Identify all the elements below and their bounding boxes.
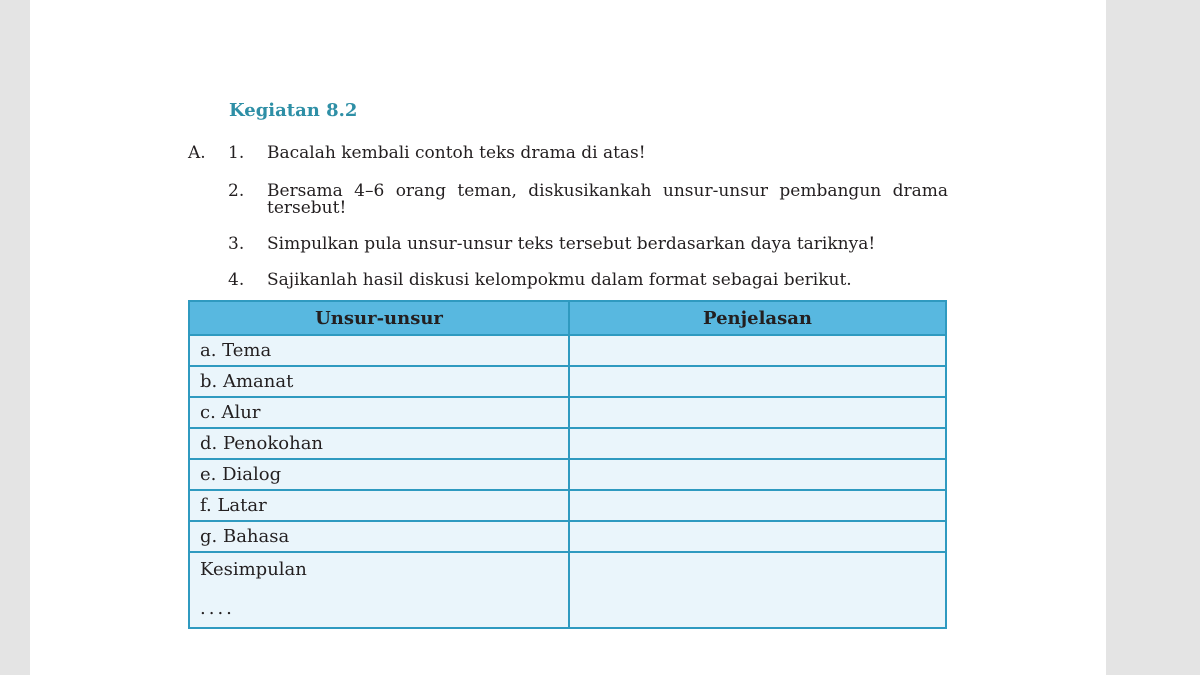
column-header-elements: Unsur-unsur: [189, 301, 569, 335]
conclusion-placeholder: ....: [200, 598, 235, 619]
explanation-cell: [569, 428, 946, 459]
explanation-cell: [569, 366, 946, 397]
element-cell: a. Tema: [189, 335, 569, 366]
conclusion-label: Kesimpulan: [200, 559, 307, 580]
explanation-cell: [569, 335, 946, 366]
table-header-row: [189, 301, 946, 335]
item-text: Simpulkan pula unsur-unsur teks tersebut berdasarkan daya tariknya!: [267, 234, 876, 254]
conclusion-cell: [189, 552, 569, 628]
section-letter: A.: [188, 143, 206, 163]
element-cell: f. Latar: [189, 490, 569, 521]
conclusion-row: [189, 552, 946, 628]
item-number: 3.: [228, 234, 245, 254]
element-cell: d. Penokohan: [189, 428, 569, 459]
table-row: [189, 459, 946, 490]
column-header-explanation: Penjelasan: [569, 301, 946, 335]
element-cell: g. Bahasa: [189, 521, 569, 552]
element-cell: e. Dialog: [189, 459, 569, 490]
document-page: [30, 0, 1106, 675]
explanation-cell: [569, 459, 946, 490]
table-row: [189, 366, 946, 397]
activity-heading: Kegiatan 8.2: [229, 100, 358, 121]
item-number: 1.: [228, 143, 245, 163]
discussion-table: [188, 300, 947, 629]
table-row: [189, 428, 946, 459]
item-text: Sajikanlah hasil diskusi kelompokmu dalam format sebagai berikut.: [267, 270, 852, 290]
item-text: Bacalah kembali contoh teks drama di atas!: [267, 143, 646, 163]
table-row: [189, 397, 946, 428]
element-cell: b. Amanat: [189, 366, 569, 397]
explanation-cell: [569, 521, 946, 552]
item-number: 4.: [228, 270, 245, 290]
table-row: [189, 490, 946, 521]
table-row: [189, 521, 946, 552]
table-row: [189, 335, 946, 366]
item-number: 2.: [228, 181, 245, 201]
element-cell: c. Alur: [189, 397, 569, 428]
explanation-cell: [569, 397, 946, 428]
item-text: Bersama 4–6 orang teman, diskusikankah unsur-unsur pembangun drama tersebut!: [267, 181, 948, 218]
explanation-cell: [569, 490, 946, 521]
explanation-cell: [569, 552, 946, 628]
